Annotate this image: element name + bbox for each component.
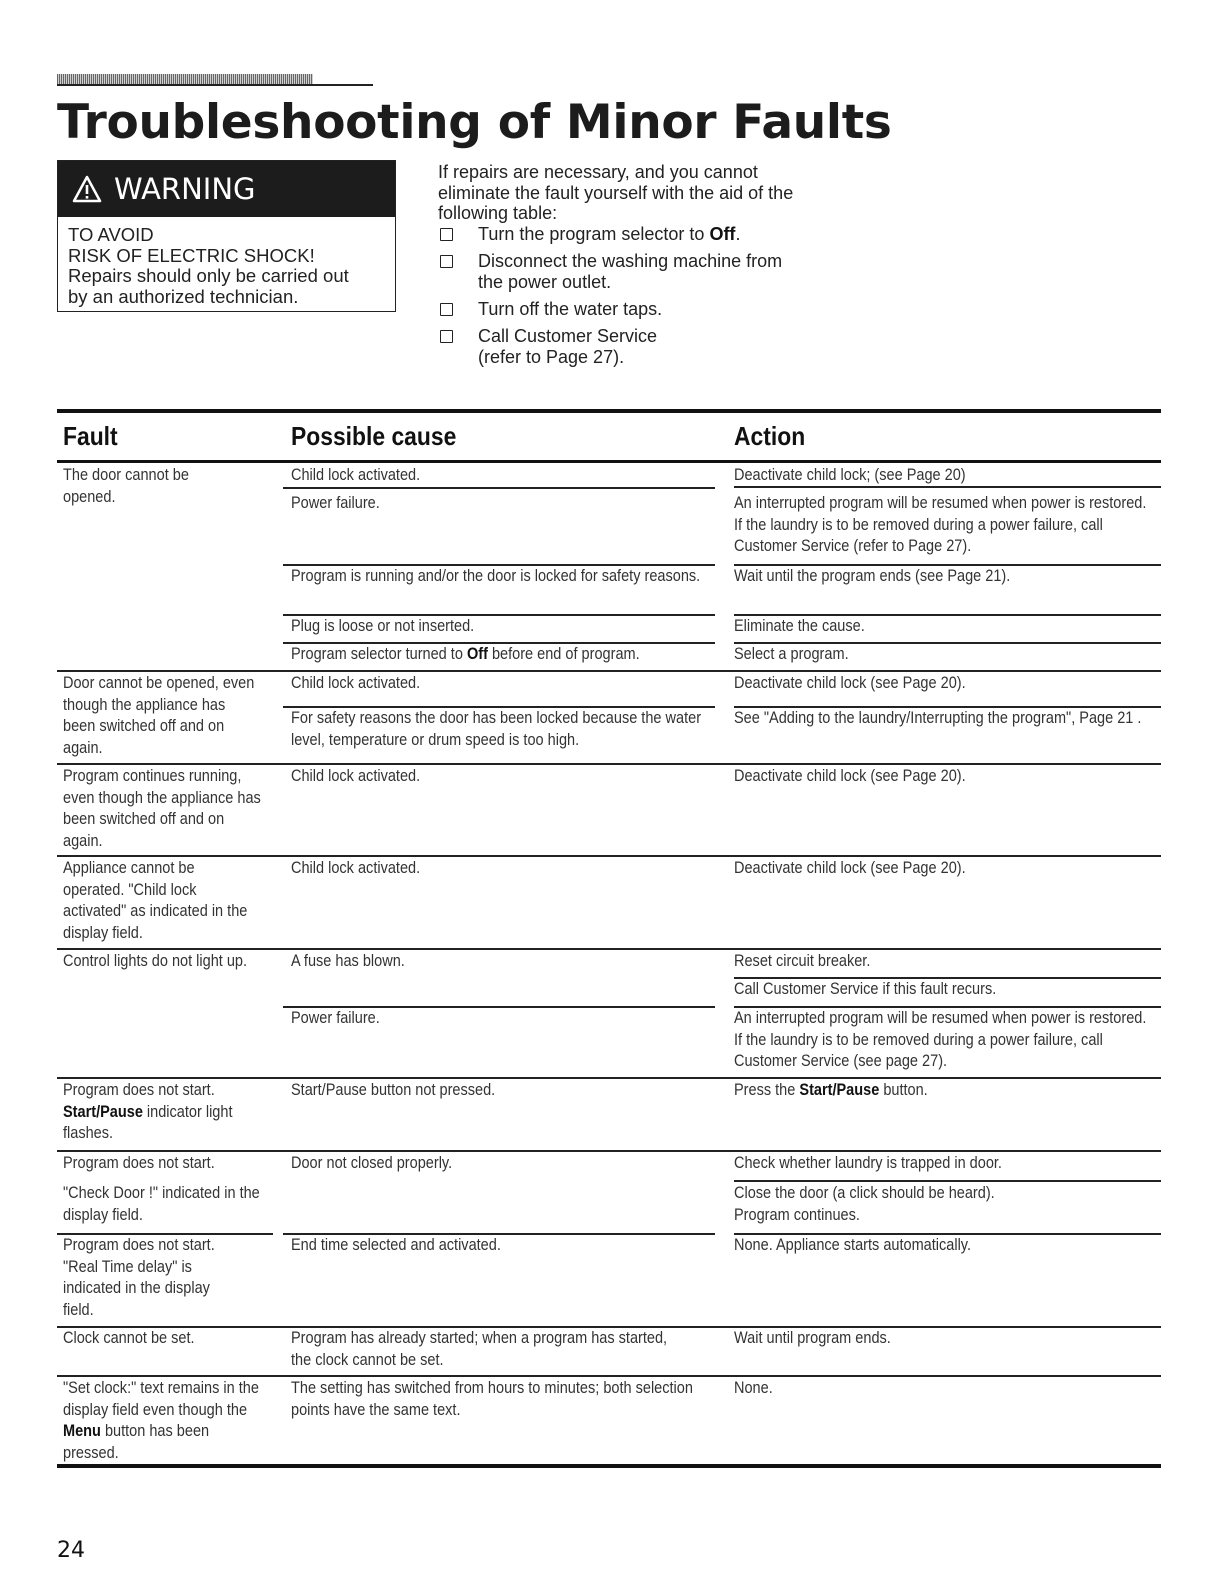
cause-cell: Program selector turned to Off before end of program. [291,645,640,663]
cause-cell: For safety reasons the door has been locked because the water level, temperature or drum speed is too high. [291,709,702,749]
action-cell: None. Appliance starts automatically. [734,1236,972,1254]
fault-cell: Appliance cannot be operated. "Child lock activated" as indicated in the display field. [63,859,248,942]
warning-line: by an authorized technician. [68,285,299,307]
action-cell: Reset circuit breaker. [734,952,871,970]
page-title: Troubleshooting of Minor Faults [57,95,892,150]
column-header-action: Action [734,421,806,451]
list-item: Call Customer Service (refer to Page 27). [438,326,798,368]
checkbox-icon [440,228,453,241]
fault-cell: Program does not start. "Real Time delay" is indicated in the display field. [63,1236,215,1319]
action-cell: Wait until program ends. [734,1329,891,1347]
fault-cell: Door cannot be opened, even though the appliance has been switched off and on again. [63,674,255,757]
page-number: 24 [57,1538,85,1563]
intro-text: If repairs are necessary, and you cannot eliminate the fault yourself with the aid of the following table: [438,162,794,223]
cause-cell: Power failure. [291,1009,380,1027]
fault-cell: Program continues running, even though the appliance has been switched off and on again. [63,767,261,850]
cause-cell: Start/Pause button not pressed. [291,1081,496,1099]
warning-line: RISK OF ELECTRIC SHOCK! [68,244,315,266]
column-header-fault: Fault [63,421,118,451]
action-cell: Deactivate child lock (see Page 20). [734,674,966,692]
cause-cell: Child lock activated. [291,767,421,785]
action-cell: Close the door (a click should be heard). Program continues. [734,1184,995,1224]
cause-cell: Door not closed properly. [291,1154,453,1172]
instruction-list [438,224,798,374]
cause-cell: The setting has switched from hours to minutes; both selection points have the same text. [291,1379,693,1419]
action-cell: An interrupted program will be resumed when power is restored. If the laundry is to be removed during a power failure, call Customer Service (refer to Page 27). [734,494,1147,555]
warning-line: Repairs should only be carried out [68,265,349,286]
action-cell: Call Customer Service if this fault recurs. [734,980,997,998]
cause-cell: Child lock activated. [291,674,421,692]
fault-cell: "Check Door !" indicated in the display field. [63,1184,260,1224]
fault-cell: Control lights do not light up. [63,952,248,970]
action-cell: Wait until the program ends (see Page 21). [734,567,1011,585]
checkbox-icon [440,255,453,268]
fault-cell: The door cannot be opened. [63,466,189,506]
warning-header [58,161,395,217]
header-decoration [57,74,373,86]
action-cell: Deactivate child lock; (see Page 20) [734,466,966,484]
cause-cell: Child lock activated. [291,859,421,877]
list-item: Disconnect the washing machine from the power outlet. [438,251,798,293]
action-cell: Deactivate child lock (see Page 20). [734,767,966,785]
action-cell: None. [734,1379,773,1397]
checkbox-icon [440,330,453,343]
action-cell: Select a program. [734,645,849,663]
column-header-cause: Possible cause [291,421,457,451]
warning-text [58,217,395,307]
list-item: Turn off the water taps. [438,299,798,320]
action-cell: Deactivate child lock (see Page 20). [734,859,966,877]
warning-triangle-icon [72,175,102,203]
warning-line: TO AVOID [68,224,154,245]
cause-cell: Child lock activated. [291,466,421,484]
fault-cell: Program does not start. Start/Pause indicator light flashes. [63,1081,233,1142]
action-cell: Eliminate the cause. [734,617,865,635]
fault-cell: Clock cannot be set. [63,1329,195,1347]
cause-cell: Power failure. [291,494,380,512]
cause-cell: Program is running and/or the door is locked for safety reasons. [291,567,701,585]
cause-cell: Program has already started; when a program has started, the clock cannot be set. [291,1329,668,1369]
action-cell: Check whether laundry is trapped in door. [734,1154,1002,1172]
cause-cell: End time selected and activated. [291,1236,501,1254]
action-cell: See "Adding to the laundry/Interrupting the program", Page 21 . [734,709,1142,727]
warning-box [57,160,396,312]
fault-cell: Program does not start. [63,1154,215,1172]
cause-cell: Plug is loose or not inserted. [291,617,475,635]
list-item: Turn the program selector to Off. [438,224,798,245]
warning-heading: WARNING [114,172,256,206]
cause-cell: A fuse has blown. [291,952,405,970]
fault-cell: "Set clock:" text remains in the display field even though the Menu button has been pressed. [63,1379,259,1462]
action-cell: Press the Start/Pause button. [734,1081,928,1099]
action-cell: An interrupted program will be resumed when power is restored. If the laundry is to be removed during a power failure, call Customer Service (see page 27). [734,1009,1147,1070]
checkbox-icon [440,303,453,316]
